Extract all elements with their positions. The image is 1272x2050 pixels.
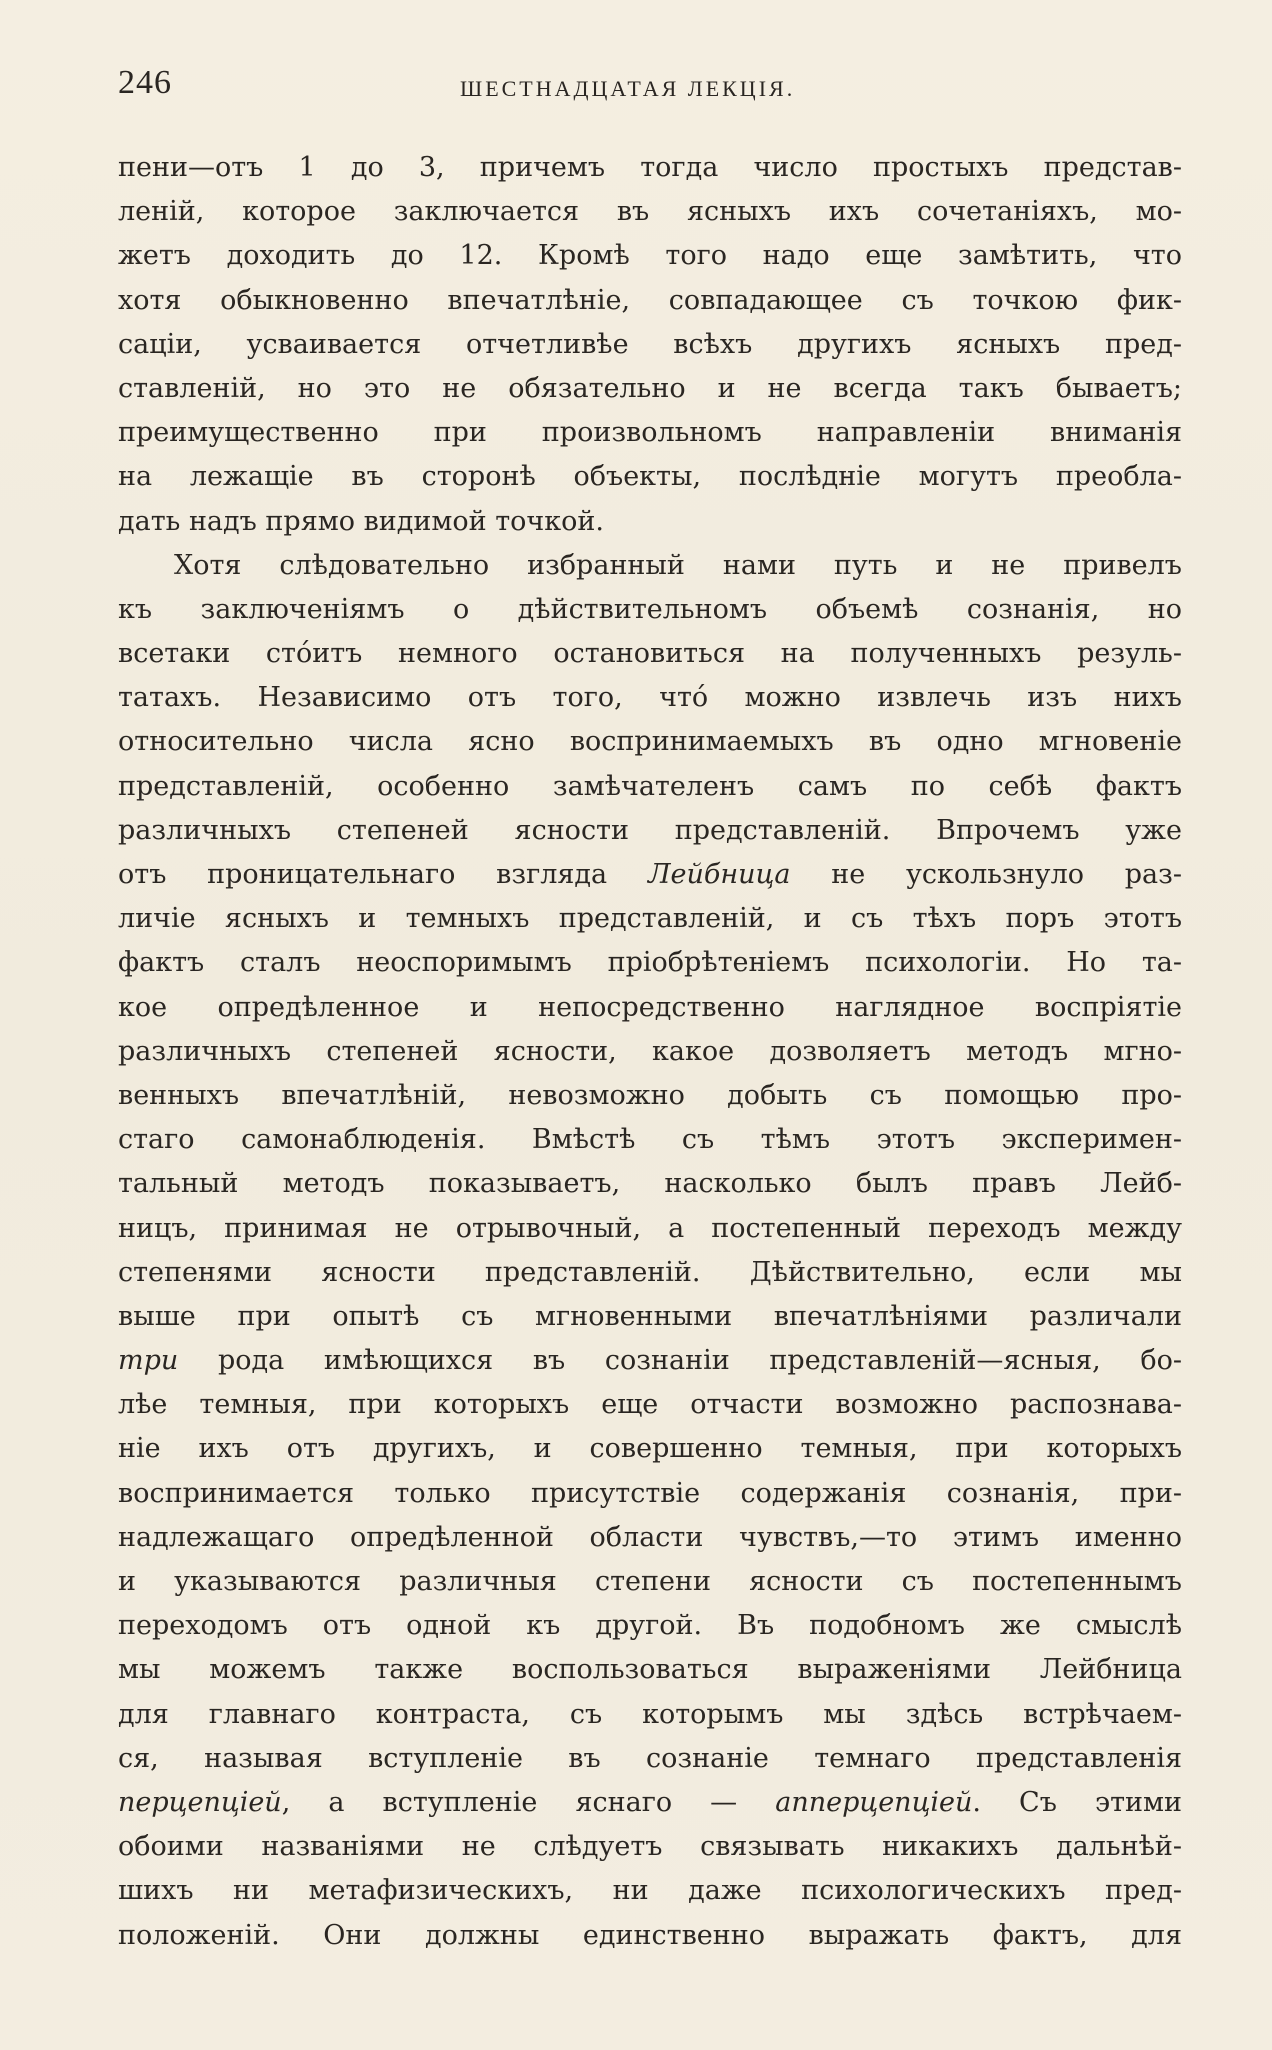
text-line: представленій, особенно замѣчателенъ самъ по себѣ фактъ	[118, 770, 1182, 802]
text-line: обоими названіями не слѣдуетъ связывать никакихъ дальнѣй-	[118, 1831, 1182, 1863]
page-number: 246	[118, 64, 172, 101]
text-line: ницъ, принимая не отрывочный, а постепенный переходъ между	[118, 1212, 1182, 1244]
text-line: на лежащіе въ сторонѣ объекты, послѣдніе могутъ преобла-	[118, 461, 1182, 493]
text-line: преимущественно при произвольномъ направленіи вниманія	[118, 417, 1182, 449]
text-line: различныхъ степеней ясности представленій. Впрочемъ уже	[118, 814, 1182, 846]
italic-term-perception: перцепціей	[118, 1786, 282, 1818]
text-line: татахъ. Независимо отъ того, что́ можно извлечь изъ нихъ	[118, 682, 1182, 714]
text-line: воспринимается только присутствіе содержанія сознанія, при-	[118, 1477, 1182, 1509]
text-line-with-italic	[118, 853, 1182, 897]
text-line: ніе ихъ отъ другихъ, и совершенно темныя, при которыхъ	[118, 1433, 1182, 1465]
text-line: для главнаго контраста, съ которымъ мы здѣсь встрѣчаем-	[118, 1698, 1182, 1730]
text-line: венныхъ впечатлѣній, невозможно добыть съ помощью про-	[118, 1079, 1182, 1111]
text-line: выше при опытѣ съ мгновенными впечатлѣніями различали	[118, 1300, 1182, 1332]
text-segment: рода имѣющихся въ сознаніи представленій—ясныя, бо-	[178, 1345, 1182, 1377]
running-head: ШЕСТНАДЦАТАЯ ЛЕКЦІЯ.	[460, 76, 796, 101]
italic-term-apperception: апперцепціей	[775, 1786, 973, 1818]
text-line: и указываются различныя степени ясности съ постепеннымъ	[118, 1566, 1182, 1597]
text-line: всетаки сто́итъ немного остановиться на полученныхъ резуль-	[118, 638, 1182, 670]
text-line: къ заключеніямъ о дѣйствительномъ объемѣ сознанія, но	[118, 593, 1182, 625]
text-line: фактъ сталъ неоспоримымъ пріобрѣтеніемъ психологіи. Но та-	[118, 947, 1182, 979]
text-line-with-italic	[118, 1339, 1182, 1383]
text-line: положеній. Они должны единственно выражать фактъ, для	[118, 1919, 1182, 1951]
text-line: хотя обыкновенно впечатлѣніе, совпадающее съ точкою фик-	[118, 284, 1182, 316]
italic-word-tri: три	[118, 1345, 179, 1377]
text-line: ставленій, но это не обязательно и не всегда такъ бываетъ;	[118, 372, 1182, 404]
text-line: тальный методъ показываетъ, насколько былъ правъ Лейб-	[118, 1168, 1182, 1200]
text-line: личіе ясныхъ и темныхъ представленій, и съ тѣхъ поръ этотъ	[118, 903, 1182, 935]
text-line: мы можемъ также воспользоваться выраженіями Лейбница	[118, 1654, 1182, 1686]
page-header	[118, 64, 1182, 108]
text-line: различныхъ степеней ясности, какое дозволяетъ методъ мгно-	[118, 1035, 1182, 1067]
text-line: степенями ясности представленій. Дѣйствительно, если мы	[118, 1256, 1182, 1288]
italic-name-leibniz: Лейбница	[647, 859, 791, 890]
text-segment: , а вступленіе яснаго —	[281, 1786, 776, 1818]
body-text	[118, 146, 1182, 1958]
text-segment: отъ проницательнаго взгляда	[118, 859, 648, 890]
paragraph-start-line: Хотя слѣдовательно избранный нами путь и не привелъ	[174, 549, 1182, 581]
text-line: надлежащаго опредѣленной области чувствъ,—то этимъ именно	[118, 1521, 1182, 1553]
text-line: кое опредѣленное и непосредственно наглядное воспріятіе	[118, 991, 1182, 1023]
text-segment: не ускользнуло раз-	[790, 859, 1182, 890]
text-segment: . Съ этими	[972, 1786, 1182, 1818]
text-line: леній, которое заключается въ ясныхъ ихъ сочетаніяхъ, мо-	[118, 196, 1182, 228]
text-line: жетъ доходить до 12. Кромѣ того надо еще замѣтить, что	[118, 240, 1182, 272]
paragraph-end-line: дать надъ прямо видимой точкой.	[118, 505, 604, 537]
text-line-with-italic	[118, 1781, 1182, 1825]
text-line: саціи, усваивается отчетливѣе всѣхъ другихъ ясныхъ пред-	[118, 328, 1182, 360]
text-line: относительно числа ясно воспринимаемыхъ въ одно мгновеніе	[118, 726, 1182, 758]
text-line: стаго самонаблюденія. Вмѣстѣ съ тѣмъ этотъ эксперимен-	[118, 1124, 1182, 1156]
text-line: лѣе темныя, при которыхъ еще отчасти возможно распознава-	[118, 1389, 1182, 1421]
text-line: шихъ ни метафизическихъ, ни даже психологическихъ пред-	[118, 1875, 1182, 1907]
text-line: ся, называя вступленіе въ сознаніе темнаго представленія	[118, 1742, 1182, 1774]
text-line: переходомъ отъ одной къ другой. Въ подобномъ же смыслѣ	[118, 1610, 1182, 1642]
text-line: пени—отъ 1 до 3, причемъ тогда число простыхъ представ-	[118, 152, 1182, 183]
